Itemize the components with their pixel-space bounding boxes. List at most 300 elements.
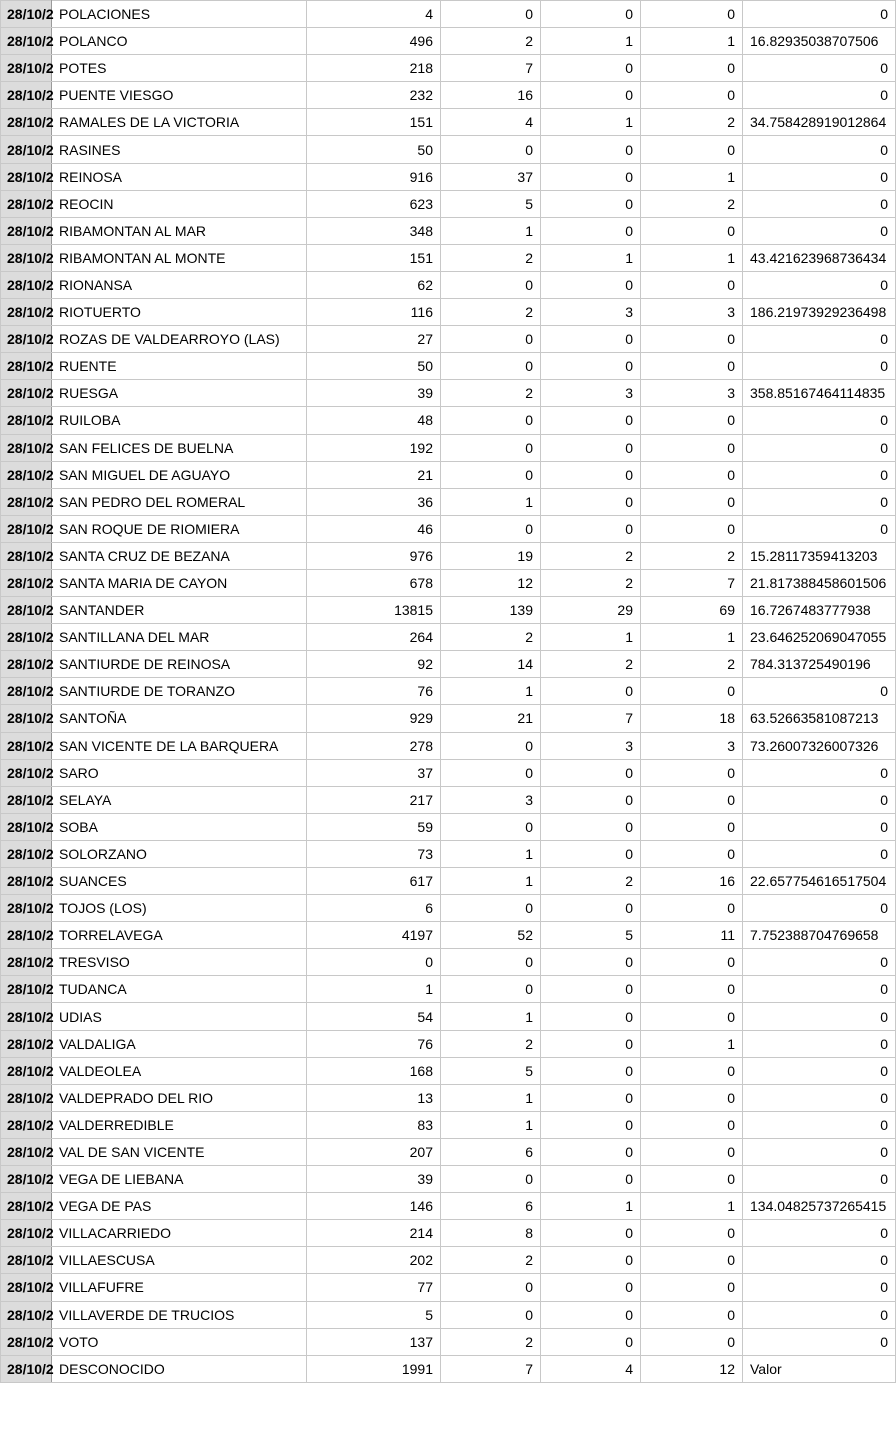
value-cell-2[interactable]: 0 xyxy=(441,895,541,922)
municipality-cell[interactable]: VAL DE SAN VICENTE xyxy=(52,1138,307,1165)
value-cell-2[interactable]: 14 xyxy=(441,651,541,678)
date-cell[interactable]: 28/10/2 xyxy=(1,515,52,542)
value-cell-4[interactable]: 16 xyxy=(641,868,743,895)
date-cell[interactable]: 28/10/2 xyxy=(1,380,52,407)
value-cell-3[interactable]: 0 xyxy=(541,1084,641,1111)
rate-cell[interactable]: 16.82935038707506 xyxy=(743,28,896,55)
rate-cell[interactable]: 0 xyxy=(743,353,896,380)
value-cell-3[interactable]: 0 xyxy=(541,271,641,298)
date-cell[interactable]: 28/10/2 xyxy=(1,922,52,949)
rate-cell[interactable]: 0 xyxy=(743,976,896,1003)
date-cell[interactable]: 28/10/2 xyxy=(1,407,52,434)
value-cell-2[interactable]: 19 xyxy=(441,542,541,569)
value-cell-1[interactable]: 77 xyxy=(307,1274,441,1301)
value-cell-3[interactable]: 0 xyxy=(541,434,641,461)
value-cell-4[interactable]: 12 xyxy=(641,1355,743,1382)
value-cell-2[interactable]: 0 xyxy=(441,407,541,434)
date-cell[interactable]: 28/10/2 xyxy=(1,109,52,136)
date-cell[interactable]: 28/10/2 xyxy=(1,1247,52,1274)
municipality-cell[interactable]: VOTO xyxy=(52,1328,307,1355)
municipality-cell[interactable]: VALDEOLEA xyxy=(52,1057,307,1084)
rate-cell[interactable]: 0 xyxy=(743,407,896,434)
value-cell-1[interactable]: 36 xyxy=(307,488,441,515)
value-cell-1[interactable]: 48 xyxy=(307,407,441,434)
value-cell-2[interactable]: 0 xyxy=(441,271,541,298)
value-cell-3[interactable]: 0 xyxy=(541,1111,641,1138)
value-cell-2[interactable]: 16 xyxy=(441,82,541,109)
value-cell-1[interactable]: 217 xyxy=(307,786,441,813)
value-cell-4[interactable]: 1 xyxy=(641,163,743,190)
value-cell-2[interactable]: 0 xyxy=(441,434,541,461)
value-cell-1[interactable]: 168 xyxy=(307,1057,441,1084)
value-cell-4[interactable]: 7 xyxy=(641,569,743,596)
rate-cell[interactable]: 0 xyxy=(743,515,896,542)
value-cell-4[interactable]: 0 xyxy=(641,515,743,542)
municipality-cell[interactable]: VILLAESCUSA xyxy=(52,1247,307,1274)
date-cell[interactable]: 28/10/2 xyxy=(1,597,52,624)
municipality-cell[interactable]: DESCONOCIDO xyxy=(52,1355,307,1382)
municipality-cell[interactable]: SOBA xyxy=(52,813,307,840)
value-cell-4[interactable]: 0 xyxy=(641,55,743,82)
value-cell-2[interactable]: 2 xyxy=(441,1030,541,1057)
rate-cell[interactable]: 0 xyxy=(743,461,896,488)
value-cell-2[interactable]: 5 xyxy=(441,1057,541,1084)
rate-cell[interactable]: 0 xyxy=(743,949,896,976)
date-cell[interactable]: 28/10/2 xyxy=(1,217,52,244)
municipality-cell[interactable]: RUESGA xyxy=(52,380,307,407)
value-cell-3[interactable]: 0 xyxy=(541,949,641,976)
value-cell-2[interactable]: 1 xyxy=(441,1003,541,1030)
value-cell-2[interactable]: 7 xyxy=(441,1355,541,1382)
municipality-cell[interactable]: SAN PEDRO DEL ROMERAL xyxy=(52,488,307,515)
date-cell[interactable]: 28/10/2 xyxy=(1,82,52,109)
value-cell-3[interactable]: 0 xyxy=(541,163,641,190)
date-cell[interactable]: 28/10/2 xyxy=(1,461,52,488)
value-cell-3[interactable]: 0 xyxy=(541,1030,641,1057)
municipality-cell[interactable]: POLACIONES xyxy=(52,1,307,28)
date-cell[interactable]: 28/10/2 xyxy=(1,705,52,732)
value-cell-4[interactable]: 0 xyxy=(641,461,743,488)
value-cell-1[interactable]: 214 xyxy=(307,1220,441,1247)
value-cell-1[interactable]: 54 xyxy=(307,1003,441,1030)
value-cell-3[interactable]: 0 xyxy=(541,1003,641,1030)
municipality-cell[interactable]: VALDALIGA xyxy=(52,1030,307,1057)
municipality-cell[interactable]: VEGA DE PAS xyxy=(52,1193,307,1220)
value-cell-1[interactable]: 5 xyxy=(307,1301,441,1328)
municipality-cell[interactable]: VALDEPRADO DEL RIO xyxy=(52,1084,307,1111)
municipality-cell[interactable]: SANTILLANA DEL MAR xyxy=(52,624,307,651)
value-cell-2[interactable]: 0 xyxy=(441,1301,541,1328)
value-cell-2[interactable]: 3 xyxy=(441,786,541,813)
value-cell-3[interactable]: 0 xyxy=(541,1057,641,1084)
value-cell-4[interactable]: 0 xyxy=(641,488,743,515)
value-cell-2[interactable]: 37 xyxy=(441,163,541,190)
value-cell-4[interactable]: 11 xyxy=(641,922,743,949)
value-cell-2[interactable]: 0 xyxy=(441,136,541,163)
value-cell-4[interactable]: 0 xyxy=(641,1166,743,1193)
municipality-cell[interactable]: RUENTE xyxy=(52,353,307,380)
value-cell-2[interactable]: 1 xyxy=(441,217,541,244)
value-cell-3[interactable]: 0 xyxy=(541,353,641,380)
value-cell-4[interactable]: 0 xyxy=(641,136,743,163)
value-cell-1[interactable]: 116 xyxy=(307,299,441,326)
value-cell-3[interactable]: 5 xyxy=(541,922,641,949)
rate-cell[interactable]: 0 xyxy=(743,82,896,109)
value-cell-1[interactable]: 73 xyxy=(307,840,441,867)
value-cell-2[interactable]: 2 xyxy=(441,299,541,326)
value-cell-2[interactable]: 21 xyxy=(441,705,541,732)
municipality-cell[interactable]: SAN MIGUEL DE AGUAYO xyxy=(52,461,307,488)
value-cell-1[interactable]: 1 xyxy=(307,976,441,1003)
date-cell[interactable]: 28/10/2 xyxy=(1,868,52,895)
value-cell-4[interactable]: 2 xyxy=(641,109,743,136)
date-cell[interactable]: 28/10/2 xyxy=(1,244,52,271)
value-cell-3[interactable]: 0 xyxy=(541,407,641,434)
rate-cell[interactable]: 0 xyxy=(743,1030,896,1057)
date-cell[interactable]: 28/10/2 xyxy=(1,136,52,163)
value-cell-4[interactable]: 3 xyxy=(641,299,743,326)
municipality-cell[interactable]: SARO xyxy=(52,759,307,786)
value-cell-4[interactable]: 0 xyxy=(641,1084,743,1111)
value-cell-1[interactable]: 348 xyxy=(307,217,441,244)
date-cell[interactable]: 28/10/2 xyxy=(1,488,52,515)
date-cell[interactable]: 28/10/2 xyxy=(1,813,52,840)
rate-cell[interactable]: 0 xyxy=(743,678,896,705)
value-cell-1[interactable]: 4 xyxy=(307,1,441,28)
value-cell-3[interactable]: 0 xyxy=(541,1138,641,1165)
value-cell-1[interactable]: 21 xyxy=(307,461,441,488)
rate-cell[interactable]: 34.758428919012864 xyxy=(743,109,896,136)
municipality-cell[interactable]: SANTOÑA xyxy=(52,705,307,732)
value-cell-3[interactable]: 4 xyxy=(541,1355,641,1382)
value-cell-1[interactable]: 202 xyxy=(307,1247,441,1274)
rate-cell[interactable]: 15.28117359413203 xyxy=(743,542,896,569)
value-cell-1[interactable]: 0 xyxy=(307,949,441,976)
value-cell-2[interactable]: 0 xyxy=(441,1166,541,1193)
value-cell-3[interactable]: 0 xyxy=(541,326,641,353)
rate-cell[interactable]: 0 xyxy=(743,1274,896,1301)
value-cell-3[interactable]: 0 xyxy=(541,515,641,542)
value-cell-1[interactable]: 59 xyxy=(307,813,441,840)
municipality-cell[interactable]: TORRELAVEGA xyxy=(52,922,307,949)
value-cell-1[interactable]: 37 xyxy=(307,759,441,786)
date-cell[interactable]: 28/10/2 xyxy=(1,1003,52,1030)
rate-cell[interactable]: 0 xyxy=(743,434,896,461)
value-cell-4[interactable]: 1 xyxy=(641,624,743,651)
value-cell-3[interactable]: 29 xyxy=(541,597,641,624)
rate-cell[interactable]: 0 xyxy=(743,813,896,840)
value-cell-1[interactable]: 678 xyxy=(307,569,441,596)
municipality-cell[interactable]: VEGA DE LIEBANA xyxy=(52,1166,307,1193)
value-cell-3[interactable]: 3 xyxy=(541,380,641,407)
value-cell-1[interactable]: 146 xyxy=(307,1193,441,1220)
value-cell-1[interactable]: 232 xyxy=(307,82,441,109)
value-cell-3[interactable]: 0 xyxy=(541,976,641,1003)
date-cell[interactable]: 28/10/2 xyxy=(1,651,52,678)
value-cell-3[interactable]: 0 xyxy=(541,136,641,163)
value-cell-3[interactable]: 0 xyxy=(541,1220,641,1247)
rate-cell[interactable]: 73.26007326007326 xyxy=(743,732,896,759)
value-cell-3[interactable]: 0 xyxy=(541,1328,641,1355)
date-cell[interactable]: 28/10/2 xyxy=(1,1057,52,1084)
municipality-cell[interactable]: SAN VICENTE DE LA BARQUERA xyxy=(52,732,307,759)
rate-cell[interactable]: 16.7267483777938 xyxy=(743,597,896,624)
value-cell-3[interactable]: 0 xyxy=(541,895,641,922)
date-cell[interactable]: 28/10/2 xyxy=(1,434,52,461)
municipality-cell[interactable]: PUENTE VIESGO xyxy=(52,82,307,109)
value-cell-2[interactable]: 1 xyxy=(441,678,541,705)
value-cell-2[interactable]: 0 xyxy=(441,461,541,488)
date-cell[interactable]: 28/10/2 xyxy=(1,1193,52,1220)
value-cell-4[interactable]: 0 xyxy=(641,1301,743,1328)
value-cell-1[interactable]: 39 xyxy=(307,1166,441,1193)
rate-cell[interactable]: 43.421623968736434 xyxy=(743,244,896,271)
rate-cell[interactable]: 0 xyxy=(743,190,896,217)
value-cell-1[interactable]: 46 xyxy=(307,515,441,542)
municipality-cell[interactable]: RIBAMONTAN AL MONTE xyxy=(52,244,307,271)
rate-cell[interactable]: 7.752388704769658 xyxy=(743,922,896,949)
value-cell-2[interactable]: 2 xyxy=(441,380,541,407)
value-cell-1[interactable]: 218 xyxy=(307,55,441,82)
value-cell-1[interactable]: 137 xyxy=(307,1328,441,1355)
rate-cell[interactable]: 0 xyxy=(743,1166,896,1193)
value-cell-2[interactable]: 1 xyxy=(441,1111,541,1138)
value-cell-1[interactable]: 617 xyxy=(307,868,441,895)
value-cell-1[interactable]: 976 xyxy=(307,542,441,569)
value-cell-3[interactable]: 1 xyxy=(541,1193,641,1220)
date-cell[interactable]: 28/10/2 xyxy=(1,353,52,380)
value-cell-1[interactable]: 1991 xyxy=(307,1355,441,1382)
value-cell-3[interactable]: 1 xyxy=(541,244,641,271)
municipality-cell[interactable]: SUANCES xyxy=(52,868,307,895)
rate-cell[interactable]: 0 xyxy=(743,840,896,867)
value-cell-3[interactable]: 0 xyxy=(541,1301,641,1328)
value-cell-4[interactable]: 0 xyxy=(641,1111,743,1138)
value-cell-1[interactable]: 62 xyxy=(307,271,441,298)
value-cell-2[interactable]: 1 xyxy=(441,868,541,895)
rate-cell[interactable]: 22.657754616517504 xyxy=(743,868,896,895)
value-cell-4[interactable]: 0 xyxy=(641,813,743,840)
rate-cell[interactable]: 23.646252069047055 xyxy=(743,624,896,651)
municipality-cell[interactable]: SANTA CRUZ DE BEZANA xyxy=(52,542,307,569)
value-cell-4[interactable]: 18 xyxy=(641,705,743,732)
value-cell-1[interactable]: 6 xyxy=(307,895,441,922)
date-cell[interactable]: 28/10/2 xyxy=(1,1301,52,1328)
date-cell[interactable]: 28/10/2 xyxy=(1,1138,52,1165)
value-cell-3[interactable]: 0 xyxy=(541,217,641,244)
rate-cell[interactable]: 0 xyxy=(743,759,896,786)
value-cell-3[interactable]: 0 xyxy=(541,461,641,488)
date-cell[interactable]: 28/10/2 xyxy=(1,678,52,705)
date-cell[interactable]: 28/10/2 xyxy=(1,1030,52,1057)
value-cell-1[interactable]: 151 xyxy=(307,109,441,136)
value-cell-4[interactable]: 2 xyxy=(641,542,743,569)
rate-cell[interactable]: 0 xyxy=(743,1220,896,1247)
value-cell-2[interactable]: 4 xyxy=(441,109,541,136)
value-cell-4[interactable]: 2 xyxy=(641,651,743,678)
value-cell-2[interactable]: 2 xyxy=(441,28,541,55)
value-cell-1[interactable]: 623 xyxy=(307,190,441,217)
value-cell-2[interactable]: 0 xyxy=(441,813,541,840)
value-cell-4[interactable]: 0 xyxy=(641,217,743,244)
value-cell-1[interactable]: 4197 xyxy=(307,922,441,949)
value-cell-1[interactable]: 13815 xyxy=(307,597,441,624)
value-cell-2[interactable]: 2 xyxy=(441,244,541,271)
value-cell-2[interactable]: 1 xyxy=(441,840,541,867)
value-cell-4[interactable]: 0 xyxy=(641,786,743,813)
municipality-cell[interactable]: RIOTUERTO xyxy=(52,299,307,326)
value-cell-3[interactable]: 0 xyxy=(541,190,641,217)
rate-cell[interactable]: 0 xyxy=(743,895,896,922)
date-cell[interactable]: 28/10/2 xyxy=(1,895,52,922)
rate-cell[interactable]: 0 xyxy=(743,1,896,28)
value-cell-3[interactable]: 0 xyxy=(541,82,641,109)
value-cell-1[interactable]: 76 xyxy=(307,678,441,705)
value-cell-3[interactable]: 0 xyxy=(541,1274,641,1301)
municipality-cell[interactable]: SANTIURDE DE TORANZO xyxy=(52,678,307,705)
value-cell-2[interactable]: 0 xyxy=(441,515,541,542)
value-cell-4[interactable]: 69 xyxy=(641,597,743,624)
rate-cell[interactable]: 358.85167464114835 xyxy=(743,380,896,407)
municipality-cell[interactable]: SANTIURDE DE REINOSA xyxy=(52,651,307,678)
value-cell-2[interactable]: 5 xyxy=(441,190,541,217)
municipality-cell[interactable]: VILLAVERDE DE TRUCIOS xyxy=(52,1301,307,1328)
value-cell-4[interactable]: 1 xyxy=(641,1030,743,1057)
rate-cell[interactable]: 0 xyxy=(743,326,896,353)
rate-cell[interactable]: 0 xyxy=(743,1111,896,1138)
value-cell-4[interactable]: 0 xyxy=(641,353,743,380)
rate-cell[interactable]: 0 xyxy=(743,1084,896,1111)
municipality-cell[interactable]: RIONANSA xyxy=(52,271,307,298)
value-cell-2[interactable]: 2 xyxy=(441,1328,541,1355)
date-cell[interactable]: 28/10/2 xyxy=(1,1084,52,1111)
value-cell-4[interactable]: 0 xyxy=(641,1247,743,1274)
municipality-cell[interactable]: VILLACARRIEDO xyxy=(52,1220,307,1247)
municipality-cell[interactable]: ROZAS DE VALDEARROYO (LAS) xyxy=(52,326,307,353)
rate-cell[interactable]: 784.313725490196 xyxy=(743,651,896,678)
value-cell-4[interactable]: 0 xyxy=(641,1274,743,1301)
value-cell-4[interactable]: 3 xyxy=(641,732,743,759)
value-cell-2[interactable]: 7 xyxy=(441,55,541,82)
date-cell[interactable]: 28/10/2 xyxy=(1,949,52,976)
value-cell-4[interactable]: 0 xyxy=(641,1057,743,1084)
value-cell-2[interactable]: 0 xyxy=(441,1,541,28)
date-cell[interactable]: 28/10/2 xyxy=(1,1,52,28)
date-cell[interactable]: 28/10/2 xyxy=(1,163,52,190)
date-cell[interactable]: 28/10/2 xyxy=(1,190,52,217)
value-cell-1[interactable]: 929 xyxy=(307,705,441,732)
value-cell-2[interactable]: 0 xyxy=(441,976,541,1003)
value-cell-2[interactable]: 139 xyxy=(441,597,541,624)
rate-cell[interactable]: 0 xyxy=(743,1138,896,1165)
municipality-cell[interactable]: VALDERREDIBLE xyxy=(52,1111,307,1138)
rate-cell[interactable]: 0 xyxy=(743,488,896,515)
value-cell-3[interactable]: 2 xyxy=(541,569,641,596)
value-cell-4[interactable]: 0 xyxy=(641,326,743,353)
municipality-cell[interactable]: SAN ROQUE DE RIOMIERA xyxy=(52,515,307,542)
value-cell-3[interactable]: 0 xyxy=(541,1247,641,1274)
rate-cell[interactable]: 0 xyxy=(743,1301,896,1328)
value-cell-3[interactable]: 0 xyxy=(541,678,641,705)
date-cell[interactable]: 28/10/2 xyxy=(1,1355,52,1382)
date-cell[interactable]: 28/10/2 xyxy=(1,326,52,353)
value-cell-2[interactable]: 0 xyxy=(441,949,541,976)
date-cell[interactable]: 28/10/2 xyxy=(1,542,52,569)
value-cell-1[interactable]: 76 xyxy=(307,1030,441,1057)
municipality-cell[interactable]: SOLORZANO xyxy=(52,840,307,867)
rate-cell[interactable]: 0 xyxy=(743,271,896,298)
value-cell-2[interactable]: 1 xyxy=(441,1084,541,1111)
value-cell-4[interactable]: 1 xyxy=(641,28,743,55)
value-cell-3[interactable]: 1 xyxy=(541,624,641,651)
value-cell-2[interactable]: 0 xyxy=(441,353,541,380)
value-cell-3[interactable]: 3 xyxy=(541,299,641,326)
value-cell-3[interactable]: 0 xyxy=(541,759,641,786)
value-cell-1[interactable]: 27 xyxy=(307,326,441,353)
value-cell-2[interactable]: 0 xyxy=(441,326,541,353)
value-cell-3[interactable]: 1 xyxy=(541,109,641,136)
value-cell-1[interactable]: 13 xyxy=(307,1084,441,1111)
rate-cell[interactable]: 0 xyxy=(743,1003,896,1030)
value-cell-1[interactable]: 50 xyxy=(307,136,441,163)
date-cell[interactable]: 28/10/2 xyxy=(1,55,52,82)
value-cell-4[interactable]: 0 xyxy=(641,678,743,705)
date-cell[interactable]: 28/10/2 xyxy=(1,1274,52,1301)
value-cell-2[interactable]: 0 xyxy=(441,1274,541,1301)
municipality-cell[interactable]: TUDANCA xyxy=(52,976,307,1003)
rate-cell[interactable]: 0 xyxy=(743,786,896,813)
date-cell[interactable]: 28/10/2 xyxy=(1,976,52,1003)
value-cell-1[interactable]: 916 xyxy=(307,163,441,190)
value-cell-3[interactable]: 2 xyxy=(541,868,641,895)
date-cell[interactable]: 28/10/2 xyxy=(1,759,52,786)
value-cell-2[interactable]: 6 xyxy=(441,1138,541,1165)
value-cell-1[interactable]: 39 xyxy=(307,380,441,407)
value-cell-4[interactable]: 3 xyxy=(641,380,743,407)
value-cell-3[interactable]: 0 xyxy=(541,1166,641,1193)
value-cell-4[interactable]: 0 xyxy=(641,949,743,976)
value-cell-1[interactable]: 278 xyxy=(307,732,441,759)
rate-cell[interactable]: 0 xyxy=(743,1328,896,1355)
date-cell[interactable]: 28/10/2 xyxy=(1,28,52,55)
value-cell-4[interactable]: 0 xyxy=(641,1328,743,1355)
municipality-cell[interactable]: REINOSA xyxy=(52,163,307,190)
rate-cell[interactable]: 63.52663581087213 xyxy=(743,705,896,732)
value-cell-4[interactable]: 0 xyxy=(641,976,743,1003)
municipality-cell[interactable]: SELAYA xyxy=(52,786,307,813)
rate-cell[interactable]: 0 xyxy=(743,217,896,244)
date-cell[interactable]: 28/10/2 xyxy=(1,1111,52,1138)
value-cell-4[interactable]: 0 xyxy=(641,82,743,109)
date-cell[interactable]: 28/10/2 xyxy=(1,624,52,651)
value-cell-2[interactable]: 6 xyxy=(441,1193,541,1220)
value-cell-4[interactable]: 1 xyxy=(641,244,743,271)
municipality-cell[interactable]: POTES xyxy=(52,55,307,82)
value-cell-4[interactable]: 0 xyxy=(641,895,743,922)
municipality-cell[interactable]: SAN FELICES DE BUELNA xyxy=(52,434,307,461)
value-cell-4[interactable]: 0 xyxy=(641,1220,743,1247)
municipality-cell[interactable]: RIBAMONTAN AL MAR xyxy=(52,217,307,244)
value-cell-2[interactable]: 8 xyxy=(441,1220,541,1247)
date-cell[interactable]: 28/10/2 xyxy=(1,786,52,813)
value-cell-4[interactable]: 0 xyxy=(641,271,743,298)
municipality-cell[interactable]: RUILOBA xyxy=(52,407,307,434)
value-cell-4[interactable]: 0 xyxy=(641,1,743,28)
value-cell-4[interactable]: 0 xyxy=(641,759,743,786)
municipality-cell[interactable]: TOJOS (LOS) xyxy=(52,895,307,922)
rate-cell[interactable]: 21.817388458601506 xyxy=(743,569,896,596)
value-cell-3[interactable]: 0 xyxy=(541,813,641,840)
